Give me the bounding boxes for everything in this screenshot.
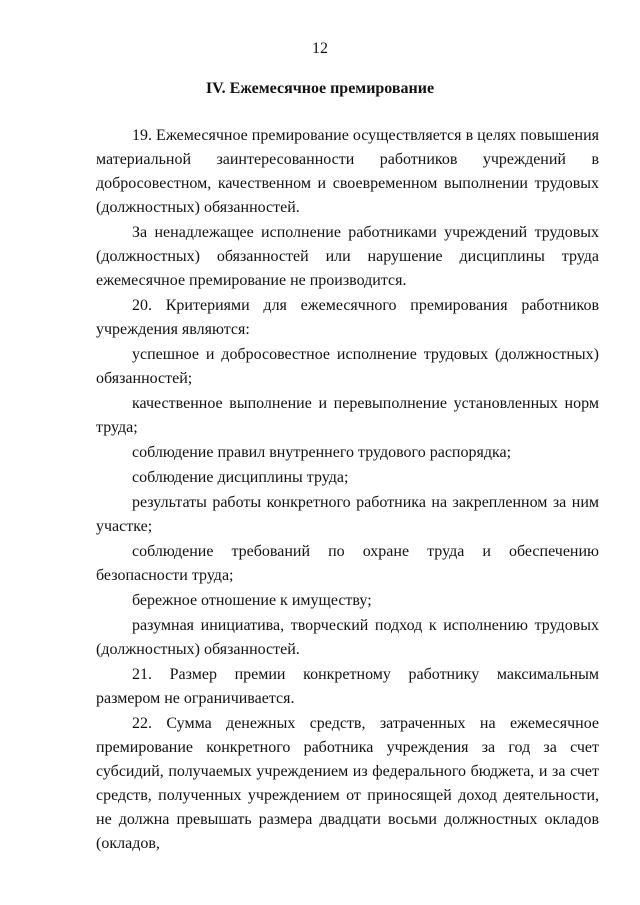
paragraph-20: 20. Критериями для ежемесячного премирования работников учреждения являются:	[96, 297, 599, 338]
paragraph-21: 21. Размер премии конкретному работнику максимальным размером не ограничивается.	[96, 666, 599, 707]
section-title: IV. Ежемесячное премирование	[205, 80, 435, 97]
criterion-item: разумная инициатива, творческий подход к исполнению трудовых (должностных) обязанностей.	[96, 617, 599, 658]
criterion-item: качественное выполнение и перевыполнение установленных норм труда;	[96, 395, 599, 436]
criterion-item: соблюдение требований по охране труда и обеспечению безопасности труда;	[96, 543, 599, 584]
criterion-item: результаты работы конкретного работника на закрепленном за ним участке;	[96, 494, 599, 535]
criterion-item: соблюдение дисциплины труда;	[132, 469, 349, 486]
document-body	[96, 124, 599, 856]
paragraph-19: 19. Ежемесячное премирование осуществляется в целях повышения материальной заинтересованности работников учреждений в добросовестном, качественном и своевременном выполнении трудовых (должностных) обязанностей.	[96, 127, 599, 216]
paragraph-19-penalty: За ненадлежащее исполнение работниками учреждений трудовых (должностных) обязанностей или нарушение дисциплины труда ежемесячное премирование не производится.	[96, 224, 599, 289]
criterion-item: соблюдение правил внутреннего трудового распорядка;	[132, 444, 512, 461]
page-number: 12	[312, 40, 328, 57]
criterion-item: бережное отношение к имуществу;	[132, 592, 372, 609]
paragraph-22: 22. Сумма денежных средств, затраченных на ежемесячное премирование конкретного работника учреждения за год за счет субсидий, получаемых учреждением из федерального бюджета, и за счет средств, полученных учреждением от приносящей доход деятельности, не должна превышать размера двадцати восьми должностных окладов (окладов,	[96, 715, 599, 852]
criterion-item: успешное и добросовестное исполнение трудовых (должностных) обязанностей;	[96, 346, 599, 387]
